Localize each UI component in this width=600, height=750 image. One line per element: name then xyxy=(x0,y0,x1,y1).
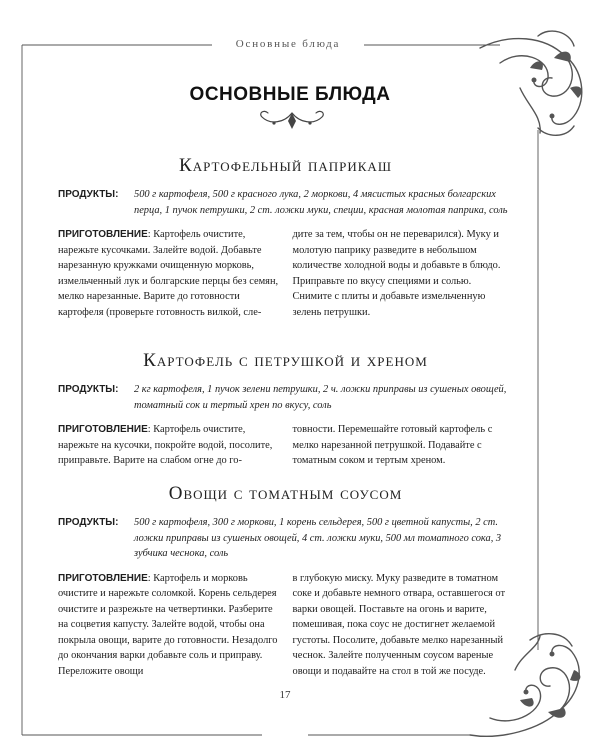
recipe-section xyxy=(58,350,513,469)
recipe-title: Картофельный паприкаш xyxy=(179,155,392,176)
preparation-text: : Картофель очистите, нарежьте на кусочки, покройте водой, посолите, приправьте. Варите на слабом огне до го- xyxy=(58,424,273,466)
ingredients-row xyxy=(58,382,513,413)
preparation-label: ПРИГОТОВЛЕНИЕ xyxy=(58,229,148,240)
ingredients-text: 500 г картофеля, 500 г красного лука, 2 моркови, 4 мясистых красных болгарских перца, 1 пучок петрушки, 2 ст. ложки муки, специи, красная молотая паприка, соль xyxy=(134,189,508,216)
preparation-column-left xyxy=(58,571,279,680)
preparation-column-right: в глубокую миску. Муку разведите в томатном соке и добавьте немного отвара, оставшегося от варки овощей. Поставьте на огонь и варите, помешивая, пока соус не достигнет желаемой густоты. Посолите, добавьте мелко нарезанный чеснок. Залейте полученным соусом вареные овощи и подавайте на стол в той же посуде. xyxy=(292,572,506,677)
page-number: 17 xyxy=(270,689,300,701)
preparation-text: : Картофель и морковь очистите и нарежьте соломкой. Корень сельдерея очистите и разрежьте на четвертинки. Разберите на соцветия капусту. Залейте водой, чтобы она покрыла овощи, варите до готовности. Незадолго до окончания варки добавьте соль и приправу. Переложите овощи xyxy=(58,572,278,677)
recipe-title: Картофель с петрушкой и хреном xyxy=(143,350,428,371)
preparation-columns xyxy=(58,422,513,469)
recipe-title: Овощи с томатным соусом xyxy=(168,483,403,504)
preparation-label: ПРИГОТОВЛЕНИЕ xyxy=(58,572,148,584)
preparation-columns xyxy=(58,227,513,320)
preparation-text: : Картофель очистите, нарежьте кусочками. Залейте водой. Добавьте нарезанную кружками очищенную морковь, измельченный лук и болгарские перцы без семян, мелко нарезанные. Варите до готовности картофеля (проверьте готовность вилкой, сле- xyxy=(58,229,279,318)
running-header: Основные блюда xyxy=(214,38,362,50)
page-title: ОСНОВНЫЕ БЛЮДА xyxy=(189,84,391,105)
recipe-section xyxy=(58,155,513,320)
ingredients-label: ПРОДУКТЫ: xyxy=(58,384,119,395)
ingredients-label: ПРОДУКТЫ: xyxy=(58,517,119,528)
ingredients-text: 2 кг картофеля, 1 пучок зелени петрушки, 2 ч. ложки приправы из сушеных овощей, томатный сок и тертый хрен по вкусу, соль xyxy=(134,384,507,411)
preparation-column-right: дите за тем, чтобы он не переварился). Муку и молотую паприку разведите в небольшом количестве холодной воды и добавьте в блюдо. Приправьте по вкусу специями и солью. Снимите с плиты и добавьте измельченную зелень петрушки. xyxy=(292,229,501,318)
preparation-column-left xyxy=(58,227,279,320)
preparation-column-right: товности. Перемешайте готовый картофель с мелко нарезанной петрушкой. Подавайте с томатным соком и тертым хреном. xyxy=(292,424,493,466)
ingredients-row xyxy=(58,187,513,218)
ingredients-label: ПРОДУКТЫ: xyxy=(58,189,119,200)
preparation-columns xyxy=(58,571,513,680)
title-ornament xyxy=(252,109,332,131)
ingredients-row xyxy=(58,515,513,562)
ingredients-text: 500 г картофеля, 300 г моркови, 1 корень сельдерея, 500 г цветной капусты, 2 ст. ложки приправы из сушеных овощей, 4 ст. ложки муки, 500 мл томатного сока, 3 зубчика чеснока, соль xyxy=(134,517,502,559)
preparation-column-left xyxy=(58,422,279,469)
preparation-label: ПРИГОТОВЛЕНИЕ xyxy=(58,424,148,435)
recipe-section xyxy=(58,483,513,679)
corner-flourish-top-right xyxy=(470,28,595,143)
